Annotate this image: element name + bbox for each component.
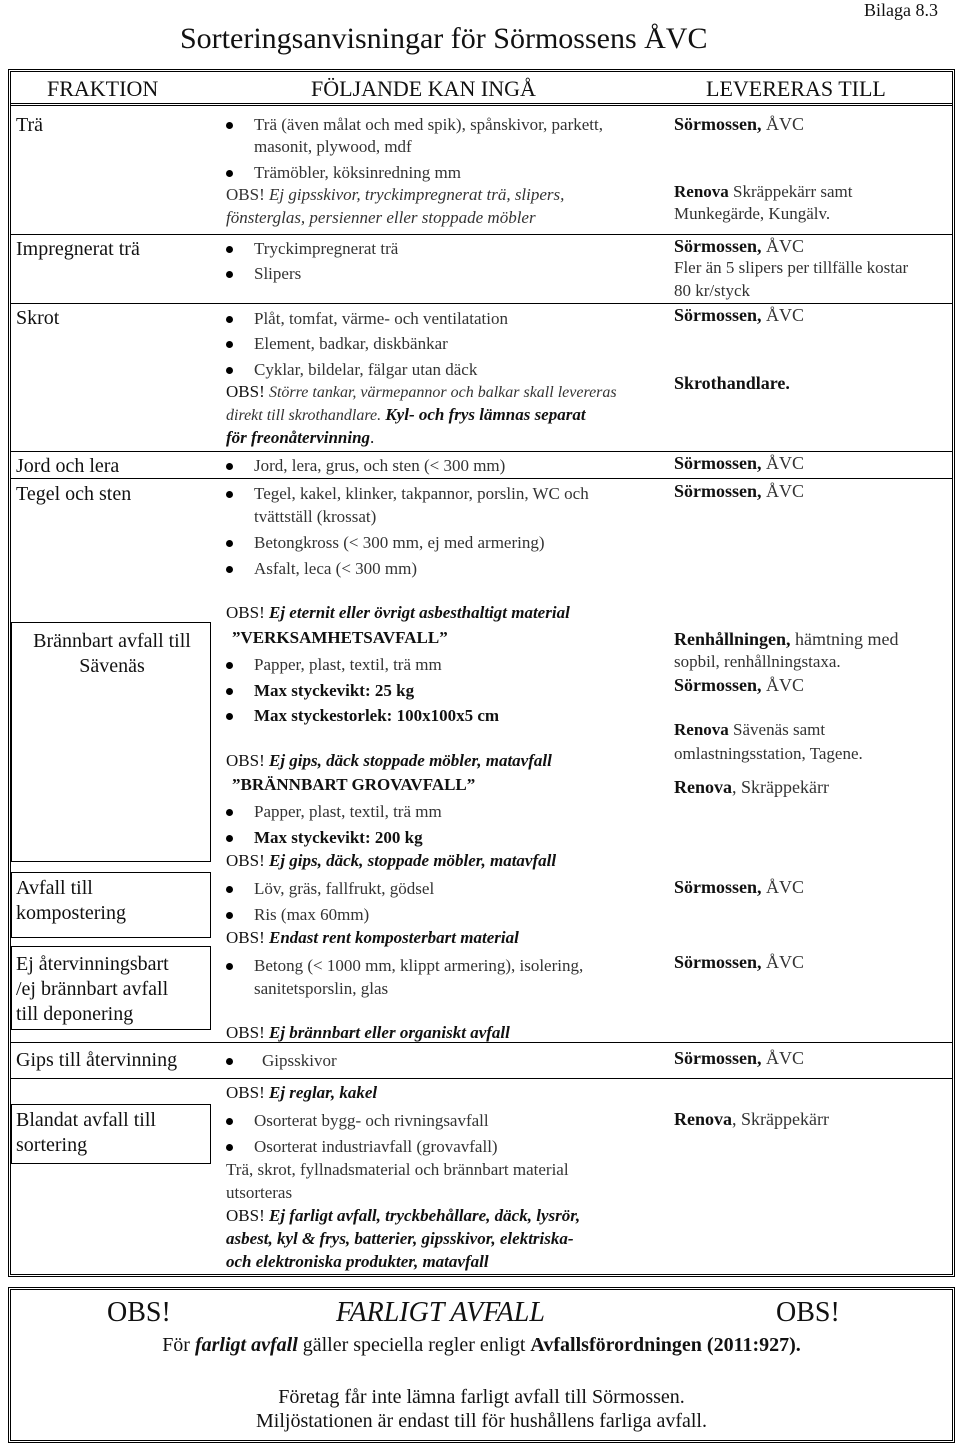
row-label-deponi: Ej återvinningsbart — [16, 953, 169, 975]
destination: Sörmossen, ÅVC — [674, 114, 805, 134]
row-label-blandat-cont: sortering — [16, 1134, 88, 1156]
destination-note: 80 kr/styck — [674, 281, 751, 300]
list-item: Plåt, tomfat, värme- och ventilatation — [226, 308, 508, 330]
list-item: Asfalt, leca (< 300 mm) — [226, 558, 417, 580]
obs-note-cont: direkt till skrothandlare. Kyl- och frys lämnas separat — [226, 405, 586, 424]
row-label-deponi-cont: till deponering — [16, 1003, 134, 1025]
obs-note: OBS! Ej farligt avfall, tryckbehållare, däck, lysrör, — [226, 1206, 581, 1225]
obs-right: OBS! — [776, 1297, 840, 1328]
destination-cont: omlastningsstation, Tagene. — [674, 744, 863, 763]
hazard-heading: FARLIGT AVFALL — [336, 1297, 545, 1328]
subsection-title: ”VERKSAMHETSAVFALL” — [232, 628, 448, 647]
list-item: Trämöbler, köksinredning mm — [226, 162, 461, 184]
destination: Sörmossen, ÅVC — [674, 305, 805, 325]
list-item: Tegel, kakel, klinker, takpannor, porslin, WC och — [226, 483, 589, 505]
destination: Sörmossen, ÅVC — [674, 453, 805, 473]
row-label-brannbart: Brännbart avfall till — [33, 630, 191, 652]
destination: Renova, Skräppekärr — [674, 777, 829, 797]
list-item: Max styckestorlek: 100x100x5 cm — [226, 705, 499, 727]
destination: Sörmossen, ÅVC — [674, 877, 805, 897]
obs-note: OBS! Ej brännbart eller organiskt avfall — [226, 1023, 510, 1042]
destination: Renova Sävenäs samt — [674, 720, 826, 739]
destination: Sörmossen, ÅVC — [674, 675, 805, 695]
list-item: Papper, plast, textil, trä mm — [226, 801, 442, 823]
obs-note: OBS! Ej gips, däck stoppade möbler, matavfall — [226, 751, 552, 770]
list-item-cont: tvättställ (krossat) — [254, 507, 377, 526]
destination: Renova, Skräppekärr — [674, 1109, 829, 1129]
attachment-label: Bilaga 8.3 — [864, 0, 938, 20]
destination-note: Fler än 5 slipers per tillfälle kostar — [674, 258, 909, 277]
destination: Skrothandlare. — [674, 373, 790, 393]
destination-cont: Munkegärde, Kungälv. — [674, 204, 831, 223]
obs-note: OBS! Endast rent komposterbart material — [226, 928, 519, 947]
list-item-cont: sanitetsporslin, glas — [254, 979, 389, 998]
list-item: Jord, lera, grus, och sten (< 300 mm) — [226, 455, 505, 477]
row-label-brannbart-cont: Sävenäs — [79, 655, 145, 677]
header-fraktion: FRAKTION — [47, 76, 159, 101]
hazard-note: Miljöstationen är endast till för hushållens farliga avfall. — [256, 1410, 707, 1432]
plain-text: utsorteras — [226, 1183, 293, 1202]
list-item: Betong (< 1000 mm, klippt armering), isolering, — [226, 955, 583, 977]
obs-note-cont: fönsterglas, persienner eller stoppade möbler — [226, 208, 536, 227]
list-item: Slipers — [226, 263, 301, 285]
list-item: Gipsskivor — [226, 1050, 337, 1072]
list-item: Max styckevikt: 25 kg — [226, 680, 414, 702]
row-label-skrot: Skrot — [16, 307, 60, 329]
list-item: Osorterat industriavfall (grovavfall) — [226, 1136, 498, 1158]
obs-left: OBS! — [107, 1297, 171, 1328]
row-label-kompost-cont: kompostering — [16, 902, 126, 924]
list-item: Betongkross (< 300 mm, ej med armering) — [226, 532, 545, 554]
list-item: Max styckevikt: 200 kg — [226, 827, 423, 849]
obs-note: OBS! Ej eternit eller övrigt asbesthaltigt material — [226, 603, 570, 622]
list-item: Löv, gräs, fallfrukt, gödsel — [226, 878, 434, 900]
obs-note: OBS! Ej gips, däck, stoppade möbler, matavfall — [226, 851, 557, 870]
plain-text: Trä, skrot, fyllnadsmaterial och brännbart material — [226, 1160, 569, 1179]
row-divider — [11, 1078, 952, 1079]
page-title: Sorteringsanvisningar för Sörmossens ÅVC — [180, 22, 708, 55]
obs-note: OBS! Större tankar, värmepannor och balkar skall levereras — [226, 382, 617, 401]
row-label-tegel: Tegel och sten — [16, 483, 132, 505]
row-divider — [11, 234, 952, 235]
subsection-title: ”BRÄNNBART GROVAVFALL” — [232, 775, 476, 794]
obs-note-cont: och elektroniska produkter, matavfall — [226, 1252, 489, 1271]
destination-cont: sopbil, renhållningstaxa. — [674, 652, 841, 671]
list-item: Trä (även målat och med spik), spånskivor, parkett, — [226, 114, 603, 136]
obs-note: OBS! Ej reglar, kakel — [226, 1083, 378, 1102]
list-item: Papper, plast, textil, trä mm — [226, 654, 442, 676]
header-levereras: LEVERERAS TILL — [706, 76, 886, 101]
destination: Renhållningen, hämtning med — [674, 629, 899, 649]
list-item: Ris (max 60mm) — [226, 904, 369, 926]
list-item-cont: masonit, plywood, mdf — [254, 137, 412, 156]
list-item: Tryckimpregnerat trä — [226, 238, 398, 260]
destination: Renova Skräppekärr samt — [674, 182, 853, 201]
obs-note-cont: för freonåtervinning. — [226, 428, 375, 447]
row-label-deponi-cont: /ej brännbart avfall — [16, 978, 169, 1000]
destination: Sörmossen, ÅVC — [674, 481, 805, 501]
row-label-kompost: Avfall till — [16, 877, 93, 899]
hazard-note: Företag får inte lämna farligt avfall till Sörmossen. — [278, 1386, 685, 1408]
row-divider — [11, 478, 952, 479]
row-label-blandat: Blandat avfall till — [16, 1109, 156, 1131]
hazard-rule: För farligt avfall gäller speciella regler enligt Avfallsförordningen (2011:927). — [162, 1334, 801, 1356]
row-label-impregnerat: Impregnerat trä — [16, 238, 140, 260]
list-item: Osorterat bygg- och rivningsavfall — [226, 1110, 489, 1132]
list-item: Cyklar, bildelar, fälgar utan däck — [226, 359, 477, 381]
destination: Sörmossen, ÅVC — [674, 236, 805, 256]
list-item: Element, badkar, diskbänkar — [226, 333, 448, 355]
row-divider — [11, 303, 952, 304]
table-header — [11, 72, 952, 106]
row-divider — [11, 451, 952, 452]
row-label-gips: Gips till återvinning — [16, 1049, 178, 1071]
header-foljande: FÖLJANDE KAN INGÅ — [311, 76, 536, 101]
row-label-jord: Jord och lera — [16, 455, 120, 477]
obs-note: OBS! Ej gipsskivor, tryckimpregnerat trä, slipers, — [226, 185, 565, 204]
destination: Sörmossen, ÅVC — [674, 952, 805, 972]
hazardous-waste-box — [8, 1287, 955, 1443]
destination: Sörmossen, ÅVC — [674, 1048, 805, 1068]
row-label-tra: Trä — [16, 114, 44, 136]
obs-note-cont: asbest, kyl & frys, batterier, gipsskivor, elektriska- — [226, 1229, 574, 1248]
